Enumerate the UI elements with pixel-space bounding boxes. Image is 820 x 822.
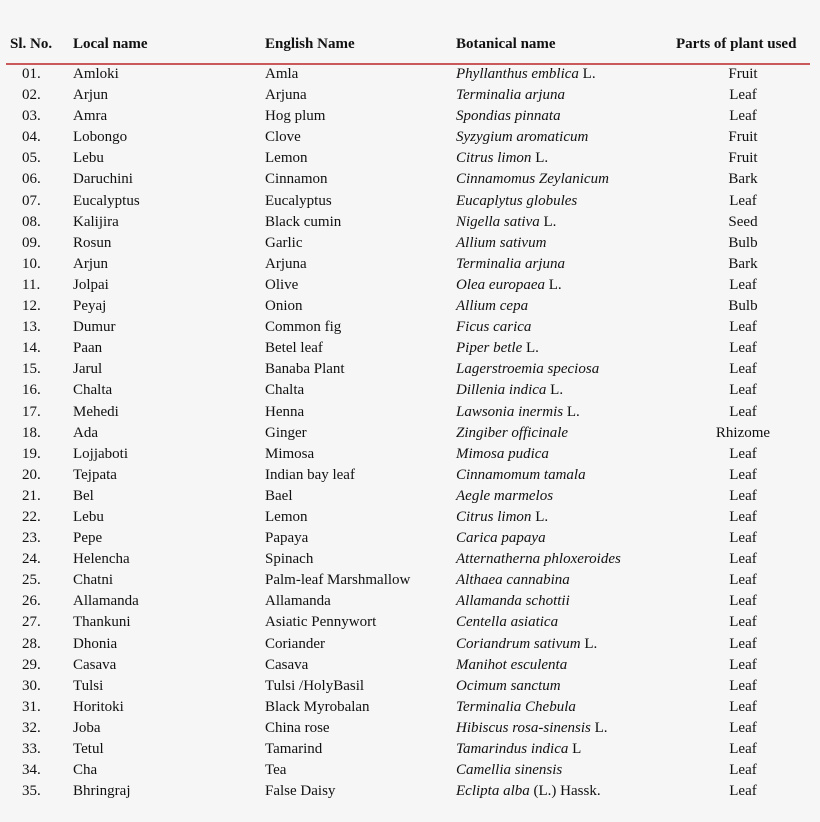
cell-botanical-name (456, 404, 580, 421)
cell-english-name: Palm-leaf Marshmallow (265, 572, 411, 589)
cell-part-used: Seed (728, 213, 758, 230)
cell-sl-no: 02. (22, 87, 41, 104)
table-row (0, 424, 820, 445)
cell-local-name: Dhonia (73, 635, 118, 652)
table-row (0, 487, 820, 508)
table-row (0, 86, 820, 107)
cell-sl-no: 30. (22, 677, 41, 694)
cell-botanical-name (456, 741, 581, 758)
botanical-authority: L. (531, 508, 549, 525)
table-row (0, 107, 820, 128)
cell-part-used: Leaf (729, 614, 757, 631)
table-row (0, 635, 820, 656)
cell-local-name: Tejpata (73, 466, 117, 483)
botanical-species: Allium cepa (456, 298, 529, 315)
cell-english-name: Clove (265, 129, 301, 146)
cell-english-name: Amla (265, 66, 299, 82)
cell-local-name: Jolpai (73, 276, 109, 293)
cell-local-name: Eucalyptus (73, 192, 140, 209)
table-row (0, 719, 820, 740)
table-row (0, 339, 820, 360)
botanical-authority: L. (590, 719, 608, 736)
cell-english-name: Cinnamon (265, 171, 328, 188)
table-row (0, 529, 820, 550)
botanical-species: Allium sativum (456, 234, 547, 251)
botanical-species: Camellia sinensis (456, 762, 563, 779)
cell-sl-no: 32. (22, 719, 41, 736)
table-row (0, 698, 820, 719)
cell-local-name: Pepe (73, 530, 103, 547)
botanical-species: Manihot esculenta (456, 656, 568, 673)
botanical-authority: L. (539, 213, 557, 230)
cell-part-used: Leaf (729, 635, 757, 652)
cell-sl-no: 35. (22, 783, 41, 800)
cell-english-name: Betel leaf (265, 340, 323, 357)
cell-sl-no: 13. (22, 319, 41, 336)
cell-local-name: Daruchini (73, 171, 133, 188)
cell-part-used: Leaf (729, 445, 757, 462)
cell-part-used: Rhizome (715, 424, 771, 441)
table-row (0, 761, 820, 782)
cell-english-name: Tamarind (265, 741, 323, 757)
cell-sl-no: 05. (22, 150, 41, 167)
botanical-species: Terminalia arjuna (456, 87, 566, 104)
botanical-species: Terminalia Chebula (456, 698, 576, 715)
botanical-authority: L. (546, 382, 564, 399)
cell-local-name: Tetul (73, 741, 104, 757)
botanical-species: Mimosa pudica (456, 445, 549, 462)
cell-botanical-name (456, 150, 548, 167)
cell-botanical-name (456, 87, 565, 104)
cell-part-used: Leaf (729, 656, 757, 673)
cell-botanical-name (456, 509, 548, 526)
cell-botanical-name (456, 171, 609, 188)
cell-sl-no: 26. (22, 593, 41, 610)
cell-english-name: Spinach (265, 551, 314, 568)
cell-sl-no: 33. (22, 741, 41, 757)
cell-english-name: Arjuna (265, 87, 307, 104)
cell-sl-no: 22. (22, 508, 41, 525)
cell-local-name: Helencha (73, 551, 130, 568)
cell-part-used: Fruit (728, 66, 758, 82)
cell-botanical-name (456, 214, 556, 231)
cell-local-name: Ada (73, 424, 98, 441)
table-row (0, 318, 820, 339)
cell-part-used: Fruit (728, 129, 758, 146)
cell-part-used: Leaf (729, 403, 757, 420)
cell-botanical-name (456, 530, 546, 547)
cell-botanical-name (456, 551, 621, 568)
cell-english-name: Arjuna (265, 255, 307, 272)
header-sl-no: Sl. No. (10, 36, 53, 52)
cell-local-name: Peyaj (73, 298, 107, 315)
cell-sl-no: 17. (22, 403, 41, 420)
table-row (0, 149, 820, 170)
cell-english-name: Indian bay leaf (265, 466, 355, 483)
botanical-species: Hibiscus rosa-sinensis (456, 719, 591, 736)
cell-sl-no: 01. (22, 66, 41, 82)
cell-english-name: Ginger (265, 424, 307, 441)
cell-local-name: Lebu (73, 150, 104, 167)
cell-local-name: Arjun (73, 87, 108, 104)
cell-english-name: False Daisy (265, 783, 336, 800)
cell-sl-no: 23. (22, 530, 41, 547)
botanical-authority: L. (580, 635, 598, 652)
cell-part-used: Bark (728, 255, 758, 272)
table-row (0, 297, 820, 318)
cell-botanical-name (456, 66, 596, 83)
header-english-name: English Name (265, 36, 355, 52)
table-row (0, 656, 820, 677)
cell-local-name: Lobongo (73, 129, 128, 146)
cell-part-used: Leaf (729, 108, 757, 125)
cell-sl-no: 09. (22, 234, 41, 251)
cell-english-name: Henna (265, 403, 305, 420)
botanical-species: Zingiber officinale (456, 424, 569, 441)
table-row (0, 360, 820, 381)
cell-botanical-name (456, 361, 599, 378)
botanical-authority: L. (563, 403, 580, 420)
cell-part-used: Leaf (729, 741, 757, 757)
botanical-species: Terminalia arjuna (456, 255, 566, 272)
cell-botanical-name (456, 446, 549, 463)
botanical-species: Citrus limon (456, 150, 532, 167)
cell-botanical-name (456, 382, 563, 399)
cell-part-used: Leaf (729, 87, 757, 104)
cell-botanical-name (456, 467, 586, 484)
cell-english-name: Lemon (265, 150, 308, 167)
cell-english-name: Eucalyptus (265, 192, 332, 209)
cell-english-name: Hog plum (265, 108, 326, 125)
botanical-authority: L (568, 741, 582, 757)
botanical-authority: L. (578, 66, 596, 82)
botanical-species: Eclipta alba (456, 783, 530, 800)
cell-local-name: Paan (73, 340, 103, 357)
cell-english-name: Mimosa (265, 445, 315, 462)
botanical-species: Althaea cannabina (456, 572, 570, 589)
botanical-species: Cinnamomum tamala (456, 466, 586, 483)
table-row (0, 466, 820, 487)
table-row (0, 403, 820, 424)
cell-sl-no: 06. (22, 171, 41, 188)
cell-botanical-name (456, 593, 570, 610)
cell-botanical-name (456, 425, 568, 442)
cell-botanical-name (456, 657, 567, 674)
cell-local-name: Joba (73, 719, 101, 736)
cell-part-used: Leaf (729, 783, 757, 800)
cell-sl-no: 10. (22, 255, 41, 272)
cell-english-name: Casava (265, 656, 309, 673)
cell-sl-no: 28. (22, 635, 41, 652)
cell-local-name: Jarul (73, 361, 103, 378)
cell-botanical-name (456, 108, 561, 125)
cell-local-name: Bhringraj (73, 783, 131, 800)
cell-part-used: Leaf (729, 551, 757, 568)
cell-botanical-name (456, 488, 553, 505)
table-row (0, 571, 820, 592)
botanical-species: Cinnamomus Zeylanicum (456, 171, 609, 188)
cell-part-used: Bulb (728, 298, 758, 315)
cell-part-used: Leaf (729, 361, 757, 378)
botanical-species: Citrus limon (456, 508, 532, 525)
cell-part-used: Leaf (729, 572, 757, 589)
cell-botanical-name (456, 193, 577, 210)
botanical-species: Aegle marmelos (456, 487, 554, 504)
table-row (0, 234, 820, 255)
cell-sl-no: 11. (22, 276, 41, 293)
botanical-species: Syzygium aromaticum (456, 129, 589, 146)
cell-english-name: Tulsi /HolyBasil (265, 677, 365, 694)
cell-english-name: Black cumin (265, 213, 342, 230)
cell-part-used: Bulb (728, 234, 758, 251)
cell-local-name: Chatni (73, 572, 113, 589)
cell-local-name: Amloki (73, 66, 119, 82)
cell-local-name: Thankuni (73, 614, 131, 631)
cell-english-name: Banaba Plant (265, 361, 345, 378)
cell-botanical-name (456, 277, 562, 294)
header-parts-used: Parts of plant used (676, 36, 797, 52)
cell-part-used: Leaf (729, 593, 757, 610)
botanical-species: Coriandrum sativum (456, 635, 581, 652)
cell-botanical-name (456, 762, 562, 779)
cell-local-name: Bel (73, 487, 94, 504)
cell-english-name: Garlic (265, 234, 303, 251)
table-row (0, 613, 820, 634)
cell-sl-no: 27. (22, 614, 41, 631)
cell-sl-no: 08. (22, 213, 41, 230)
table-row (0, 65, 820, 86)
table-row (0, 276, 820, 297)
cell-sl-no: 31. (22, 698, 41, 715)
cell-sl-no: 25. (22, 572, 41, 589)
cell-sl-no: 16. (22, 382, 41, 399)
cell-sl-no: 12. (22, 298, 41, 315)
cell-sl-no: 20. (22, 466, 41, 483)
table-row (0, 550, 820, 571)
cell-local-name: Dumur (73, 319, 116, 336)
botanical-species: Centella asiatica (456, 614, 559, 631)
cell-local-name: Amra (73, 108, 108, 125)
cell-botanical-name (456, 614, 558, 631)
cell-local-name: Horitoki (73, 698, 124, 715)
cell-sl-no: 03. (22, 108, 41, 125)
table-row (0, 381, 820, 402)
cell-sl-no: 04. (22, 129, 41, 146)
table-row (0, 740, 820, 761)
botanical-species: Allamanda schottii (456, 593, 570, 610)
cell-part-used: Leaf (729, 487, 757, 504)
cell-sl-no: 07. (22, 192, 41, 209)
botanical-species: Ficus carica (456, 319, 532, 336)
cell-english-name: Coriander (265, 635, 325, 652)
header-local-name: Local name (73, 36, 148, 52)
botanical-species: Atternatherna phloxeroides (456, 551, 621, 568)
table-row (0, 128, 820, 149)
cell-local-name: Rosun (73, 234, 112, 251)
botanical-species: Piper betle (456, 340, 523, 357)
botanical-authority: (L.) Hassk. (529, 783, 601, 800)
table-row (0, 677, 820, 698)
cell-english-name: Allamanda (265, 593, 331, 610)
cell-english-name: Common fig (265, 319, 342, 336)
table-row (0, 445, 820, 466)
botanical-species: Dillenia indica (456, 382, 547, 399)
cell-sl-no: 15. (22, 361, 41, 378)
cell-botanical-name (456, 129, 588, 146)
cell-local-name: Kalijira (73, 213, 119, 230)
botanical-species: Lagerstroemia speciosa (456, 361, 600, 378)
cell-part-used: Leaf (729, 530, 757, 547)
cell-botanical-name (456, 298, 528, 315)
cell-botanical-name (456, 720, 608, 737)
botanical-species: Lawsonia inermis (456, 403, 564, 420)
cell-english-name: Black Myrobalan (265, 698, 370, 715)
cell-part-used: Bark (728, 171, 758, 188)
cell-local-name: Cha (73, 762, 98, 779)
cell-part-used: Leaf (729, 508, 757, 525)
botanical-species: Carica papaya (456, 530, 546, 547)
cell-local-name: Lojjaboti (73, 445, 128, 462)
cell-botanical-name (456, 319, 531, 336)
cell-part-used: Leaf (729, 677, 757, 694)
cell-sl-no: 14. (22, 340, 41, 357)
cell-sl-no: 18. (22, 424, 41, 441)
cell-sl-no: 21. (22, 487, 41, 504)
table-row (0, 782, 820, 803)
table-row (0, 508, 820, 529)
cell-botanical-name (456, 256, 565, 273)
table-row (0, 592, 820, 613)
cell-local-name: Allamanda (73, 593, 139, 610)
cell-part-used: Leaf (729, 319, 757, 336)
cell-part-used: Leaf (729, 719, 757, 736)
cell-part-used: Leaf (729, 698, 757, 715)
cell-sl-no: 19. (22, 445, 41, 462)
botanical-species: Olea europaea (456, 276, 546, 293)
cell-sl-no: 24. (22, 551, 41, 568)
cell-part-used: Leaf (729, 382, 757, 399)
cell-part-used: Leaf (729, 192, 757, 209)
cell-part-used: Leaf (729, 466, 757, 483)
botanical-authority: L. (545, 276, 562, 293)
cell-botanical-name (456, 235, 546, 252)
cell-english-name: Onion (265, 298, 303, 315)
table-body (0, 65, 820, 803)
botanical-authority: L. (531, 150, 549, 167)
cell-part-used: Leaf (729, 340, 757, 357)
botanical-species: Eucaplytus globules (456, 192, 578, 209)
botanical-species: Phyllanthus emblica (456, 66, 579, 82)
cell-part-used: Leaf (729, 276, 757, 293)
cell-botanical-name (456, 678, 561, 695)
cell-local-name: Casava (73, 656, 117, 673)
table-row (0, 213, 820, 234)
table-header (0, 36, 820, 58)
cell-local-name: Chalta (73, 382, 113, 399)
cell-local-name: Tulsi (73, 677, 104, 694)
cell-botanical-name (456, 340, 539, 357)
cell-english-name: Asiatic Pennywort (265, 614, 377, 631)
cell-english-name: Bael (265, 487, 293, 504)
cell-local-name: Lebu (73, 508, 104, 525)
cell-botanical-name (456, 636, 597, 653)
cell-botanical-name (456, 572, 570, 589)
cell-sl-no: 29. (22, 656, 41, 673)
cell-part-used: Leaf (729, 762, 757, 779)
cell-part-used: Fruit (728, 150, 758, 167)
cell-botanical-name (456, 783, 601, 800)
cell-local-name: Arjun (73, 255, 108, 272)
header-botanical-name: Botanical name (456, 36, 556, 52)
cell-botanical-name (456, 699, 576, 716)
botanical-species: Spondias pinnata (456, 108, 561, 125)
cell-english-name: Lemon (265, 508, 308, 525)
cell-local-name: Mehedi (73, 403, 119, 420)
table-row (0, 255, 820, 276)
botanical-species: Tamarindus indica (456, 741, 569, 757)
cell-english-name: China rose (265, 719, 330, 736)
cell-sl-no: 34. (22, 762, 41, 779)
table-row (0, 170, 820, 191)
table-row (0, 192, 820, 213)
cell-english-name: Papaya (265, 530, 309, 547)
botanical-species: Ocimum sanctum (456, 677, 561, 694)
cell-english-name: Chalta (265, 382, 305, 399)
botanical-authority: L. (522, 340, 539, 357)
botanical-species: Nigella sativa (456, 213, 540, 230)
cell-english-name: Tea (265, 762, 287, 779)
cell-english-name: Olive (265, 276, 299, 293)
